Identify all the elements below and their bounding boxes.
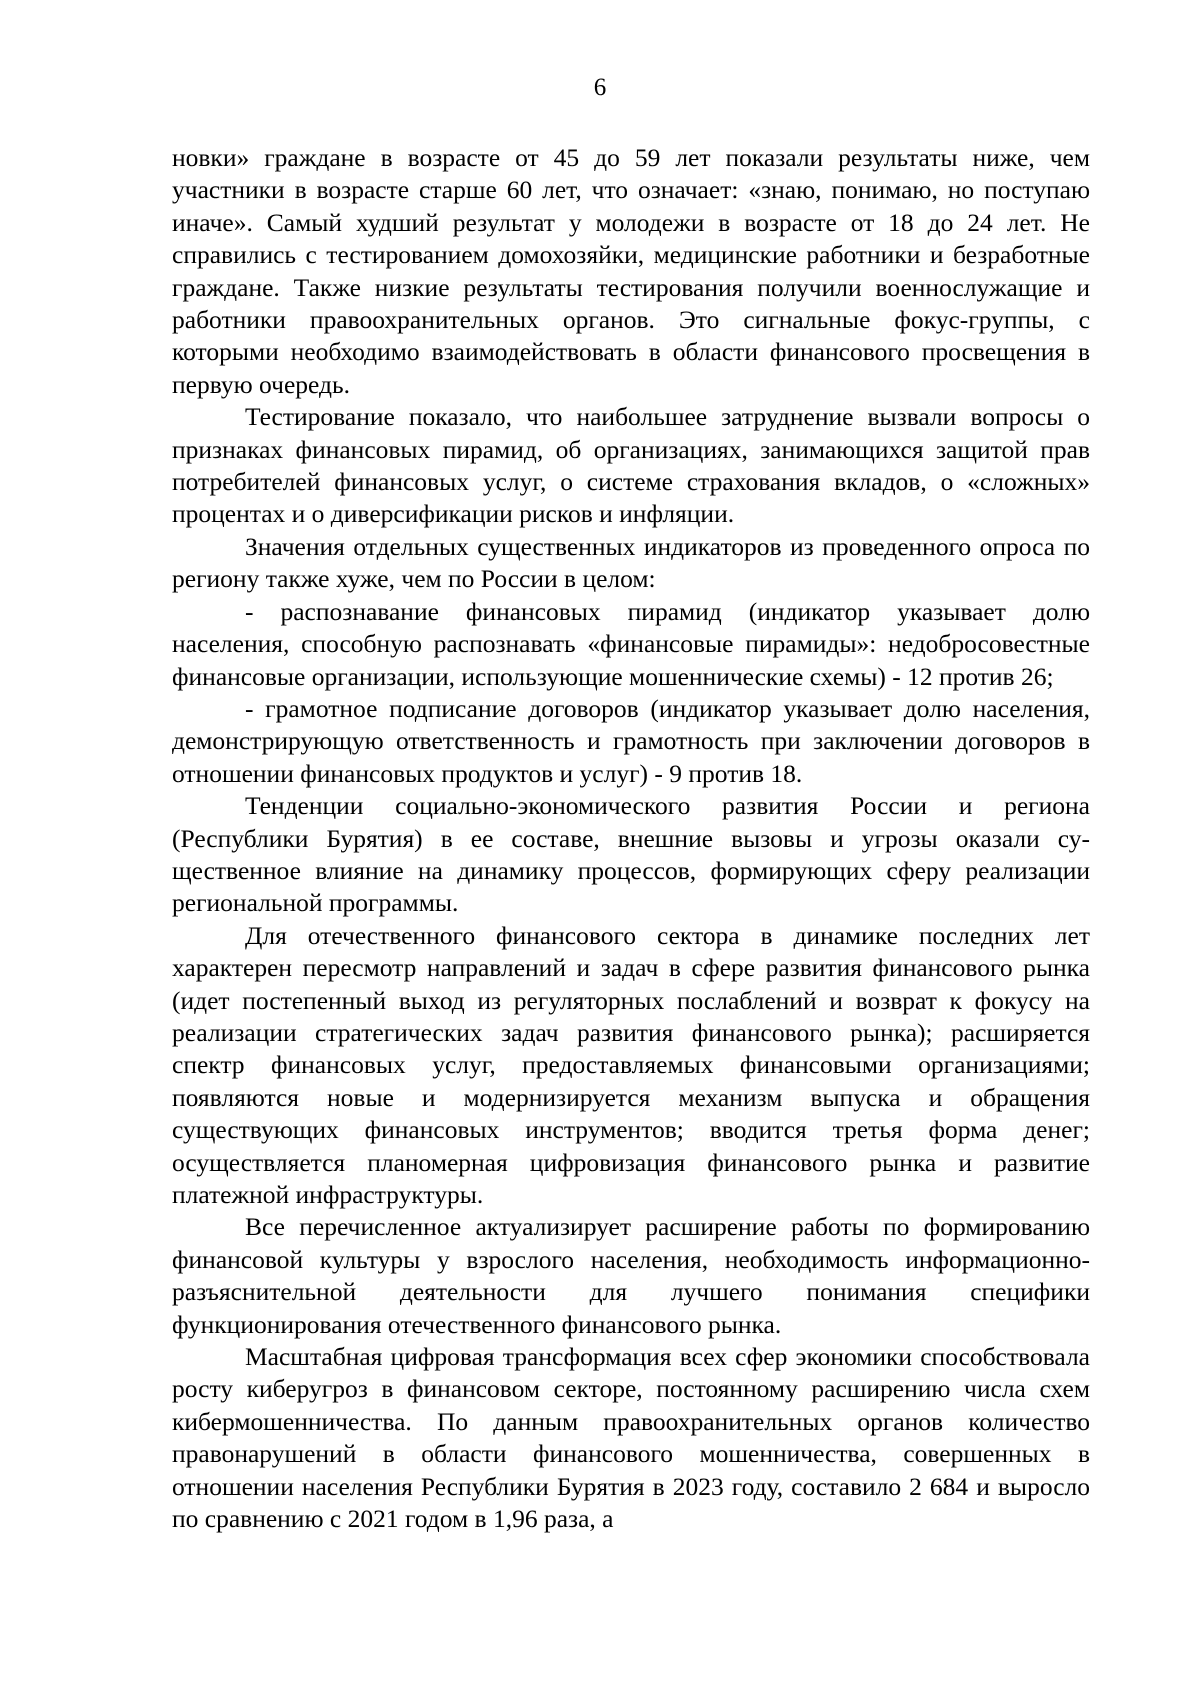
paragraph-indicators-intro: Значения отдельных существенных индикаторов из проведенного опроса по региону также хуже, чем по России в целом: [172,531,1090,594]
paragraph-financial-sector: Для отечественного финансового сектора в динамике последних лет характерен пересмотр направлений и задач в сфере развития финансового рынка (идет постепенный выход из регуляторных послаблений и возврат к фокусу на реализации стратегических задач развития финансового рынка); расширяется спектр финансовых услуг, предоставляемых финансовыми организациями; появляются новые и модернизируется механизм выпуска и обращения существующих финансовых инструментов; вводится третья форма денег; осуществляется планомерная цифровизация финансового рынка и развитие платежной инфраструктуры. [172,920,1090,1209]
document-body [172,142,1090,1535]
list-item-pyramid-recognition: - распознавание финансовых пирамид (индикатор указывает долю населения, способную распознавать «финансовые пирамиды»: недобросовестные финансовые организации, использующие мошеннические схемы) - 12 против 26; [172,596,1090,691]
paragraph-testing-difficulties: Тестирование показало, что наибольшее затруднение вызвали вопросы о признаках финансовых пирамид, об организациях, занимающихся защитой прав потребителей финансовых услуг, о системе страхования вкладов, о «сложных» процентах и о диверсификации рисков и инфляции. [172,402,1090,529]
list-item-contract-signing: - грамотное подписание договоров (индикатор указывает долю населения, демонстрирующую ответственность и грамотность при заключении договоров в отношении финансовых продуктов и услуг) - 9 против 18. [172,693,1090,788]
paragraph-socioeconomic-trends: Тенденции социально-экономического развития России и региона (Республики Бурятия) в ее составе, внешние вызовы и угрозы оказали существенное влияние на динамику процессов, формирующих сферу реализации региональной программы. [172,791,1090,918]
page-number: 6 [593,74,607,101]
paragraph-continuation: новки» граждане в возрасте от 45 до 59 лет показали результаты ниже, чем участники в возрасте старше 60 лет, что означает: «знаю, понимаю, но поступаю иначе». Самый худший результат у молодежи в возрасте от 18 до 24 лет. Не справились с тестированием домохозяйки, медицинские работники и безработные граждане. Также низкие результаты тестирования получили военнослужащие и работники правоохранительных органов. Это сигнальные фокус-группы, с которыми необходимо взаимодействовать в области финансового просвещения в первую очередь. [172,143,1090,399]
paragraph-financial-culture: Все перечисленное актуализирует расширение работы по формированию финансовой культуры у взрослого населения, необходимость информационно-разъяснительной деятельности для лучшего понимания специфики функционирования отечественного финансового рынка. [172,1212,1090,1339]
paragraph-cyber-threats: Масштабная цифровая трансформация всех сфер экономики способствовала росту киберугроз в финансовом секторе, постоянному расширению числа схем кибермошенничества. По данным правоохранительных органов количество правонарушений в области финансового мошенничества, совершенных в отношении населения Республики Бурятия в 2023 году, составило 2 684 и выросло по сравнению с 2021 годом в 1,96 раза, а [172,1342,1090,1534]
